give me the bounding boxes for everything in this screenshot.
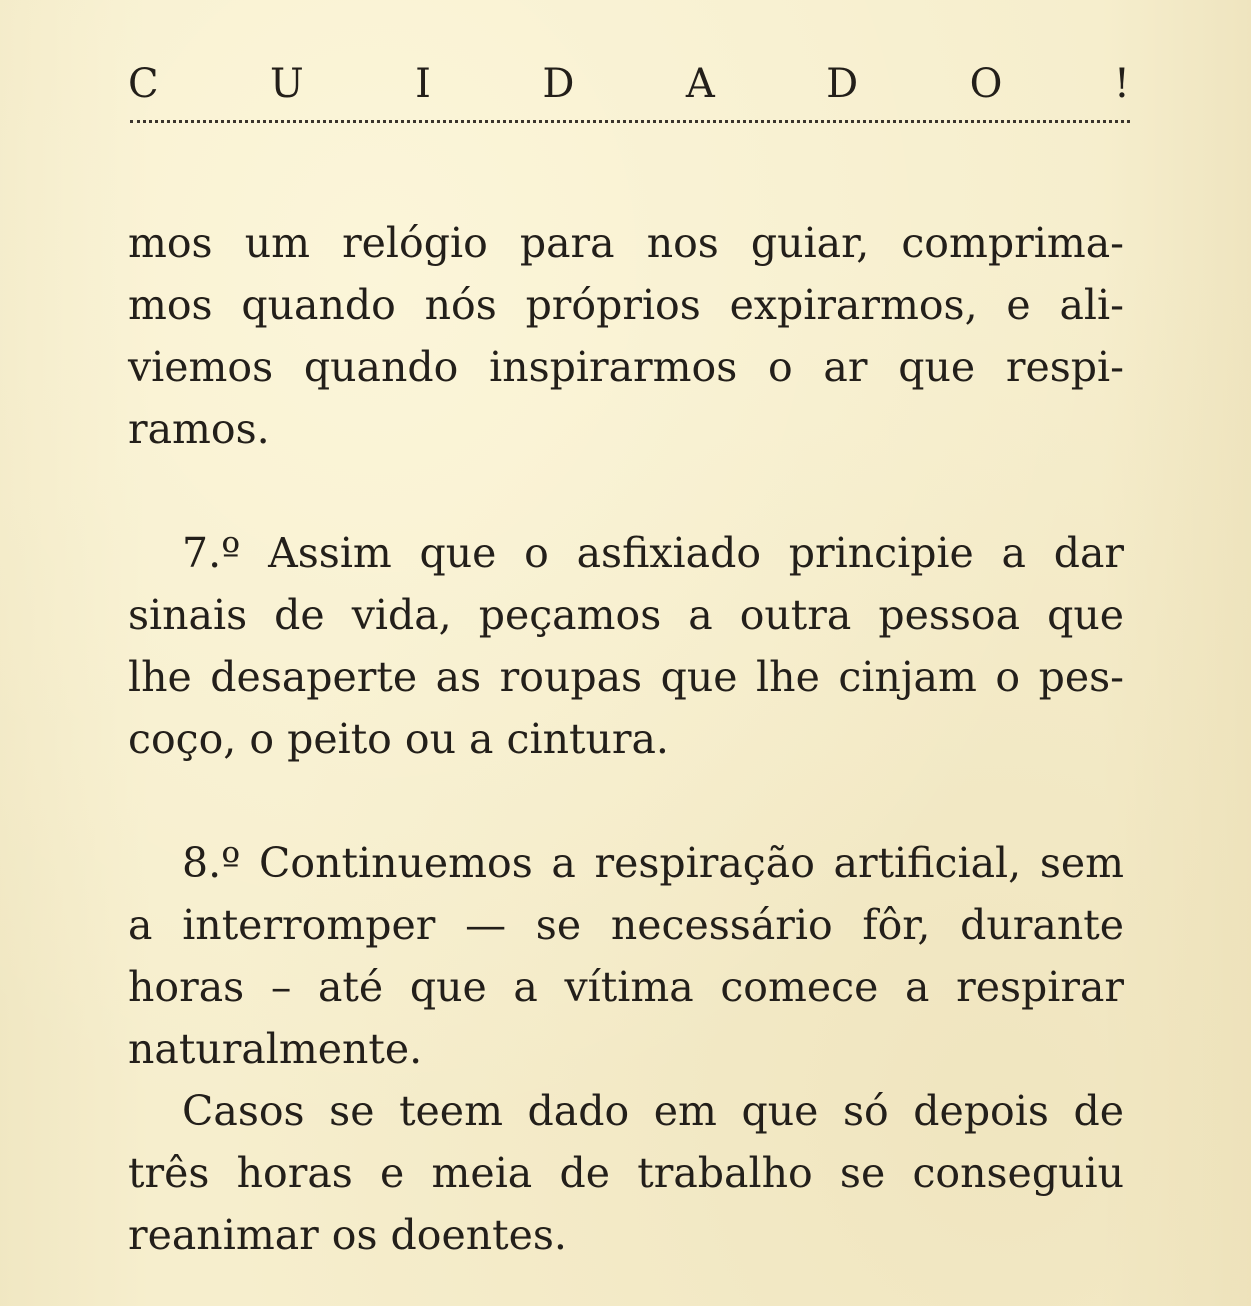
running-head-letter: A — [685, 61, 715, 107]
running-head-letter: ! — [1113, 61, 1130, 107]
text-line: naturalmente. — [128, 1025, 423, 1073]
paragraph-closing — [128, 1080, 1124, 1266]
text-line: reanimar os doentes. — [128, 1211, 567, 1259]
dotted-rule — [130, 120, 1130, 123]
running-head-letter: I — [415, 61, 431, 107]
paragraph-item-7 — [128, 522, 1124, 770]
text-line: ramos. — [128, 405, 270, 453]
running-head-letter: O — [969, 61, 1003, 107]
running-head — [128, 62, 1130, 110]
text-line: três horas e meia de trabalho se conseguiu — [128, 1149, 1124, 1197]
text-line: 7.º Assim que o asfixiado principie a dar — [182, 529, 1124, 577]
text-line: a interromper — se necessário fôr, durante — [128, 901, 1124, 949]
text-line: 8.º Continuemos a respiração artificial, sem — [182, 839, 1124, 887]
text-line: Casos se teem dado em que só depois de — [182, 1087, 1124, 1135]
text-line: mos um relógio para nos guiar, comprima- — [128, 219, 1124, 267]
paragraph-item-8 — [128, 832, 1124, 1080]
running-head-letter: D — [542, 61, 575, 107]
text-line: lhe desaperte as roupas que lhe cinjam o pes- — [128, 653, 1124, 701]
text-line: viemos quando inspirarmos o ar que respi- — [128, 343, 1124, 391]
running-head-letter: U — [270, 61, 304, 107]
text-line: mos quando nós próprios expirarmos, e ali- — [128, 281, 1124, 329]
running-head-letter: D — [826, 61, 859, 107]
running-head-letter: C — [128, 61, 159, 107]
paragraph-continuation — [128, 212, 1124, 460]
text-line: horas – até que a vítima comece a respirar — [128, 963, 1124, 1011]
text-line: coço, o peito ou a cintura. — [128, 715, 669, 763]
text-line: sinais de vida, peçamos a outra pessoa que — [128, 591, 1124, 639]
